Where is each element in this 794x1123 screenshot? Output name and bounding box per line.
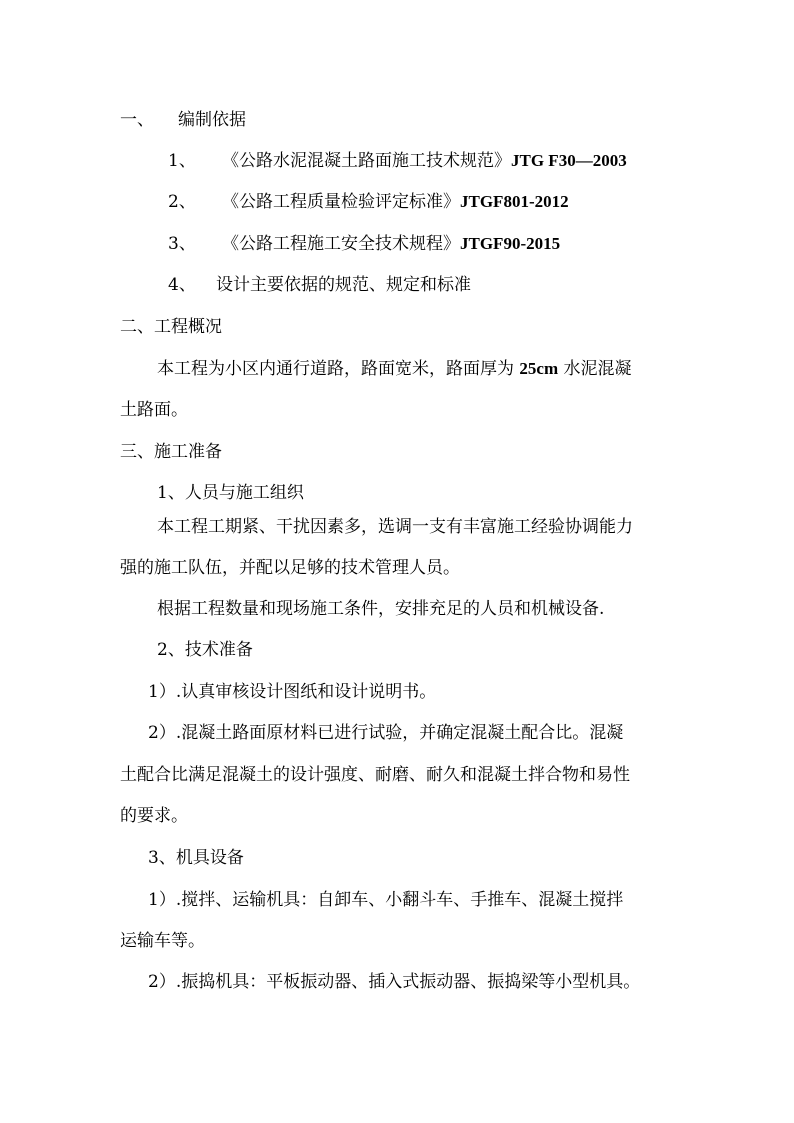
section-2-paragraph-text-a: 本工程为小区内通行道路，路面宽米，路面厚为 [157,359,520,379]
section-2-heading: 二、工程概况 [120,317,222,337]
reference-item-4-number: 4、 [168,275,196,295]
equipment-item-1-line-1: 1）.搅拌、运输机具：自卸车、小翻斗车、手推车、混凝土搅拌 [148,890,624,910]
section-1-number: 一、 [120,110,154,130]
tech-item-2-line-1: 2）.混凝土路面原材料已进行试验，并确定混凝土配合比。混凝 [148,723,624,743]
reference-item-2-code: JTGF801-2012 [460,192,569,211]
reference-item-3-text: 《公路工程施工安全技术规程》 [222,234,460,254]
section-2-paragraph-continued: 土路面。 [120,400,188,420]
reference-item-1 [168,149,627,173]
reference-item-2 [168,190,569,214]
section-2-paragraph-text-c: 水泥混凝 [558,359,632,379]
reference-item-4 [168,273,471,297]
tech-item-2-line-2: 土配合比满足混凝土的设计强度、耐磨、耐久和混凝土拌合物和易性 [120,765,630,785]
tech-item-1: 1）.认真审核设计图纸和设计说明书。 [148,682,437,702]
reference-item-3-code: JTGF90-2015 [460,234,561,253]
equipment-item-2: 2）.振捣机具：平板振动器、插入式振动器、振捣梁等小型机具。 [148,972,641,992]
subsection-3-heading: 3、机具设备 [148,848,244,868]
equipment-item-1-line-2: 运输车等。 [120,931,205,951]
section-2-thickness-value: 25cm [519,359,559,378]
reference-item-2-number: 2、 [168,192,196,212]
section-2-paragraph [157,357,632,381]
reference-item-3 [168,232,560,256]
subsection-1-heading: 1、人员与施工组织 [157,483,304,503]
subsection-2-heading: 2、技术准备 [157,640,253,660]
reference-item-1-text: 《公路水泥混凝土路面施工技术规范》 [222,151,511,171]
personnel-paragraph-line-2: 强的施工队伍，并配以足够的技术管理人员。 [120,558,460,578]
section-1-title: 编制依据 [178,110,246,130]
reference-item-2-text: 《公路工程质量检验评定标准》 [222,192,460,212]
reference-item-3-number: 3、 [168,234,196,254]
resources-paragraph: 根据工程数量和现场施工条件，安排充足的人员和机械设备. [157,599,605,619]
reference-item-1-number: 1、 [168,151,196,171]
section-3-heading: 三、施工准备 [120,442,222,462]
personnel-paragraph-line-1: 本工程工期紧、干扰因素多，选调一支有丰富施工经验协调能力 [157,517,633,537]
reference-item-1-code: JTG F30—2003 [511,151,627,170]
reference-item-4-text: 设计主要依据的规范、规定和标准 [216,275,471,295]
section-1-heading [120,108,246,132]
tech-item-2-line-3: 的要求。 [120,806,188,826]
